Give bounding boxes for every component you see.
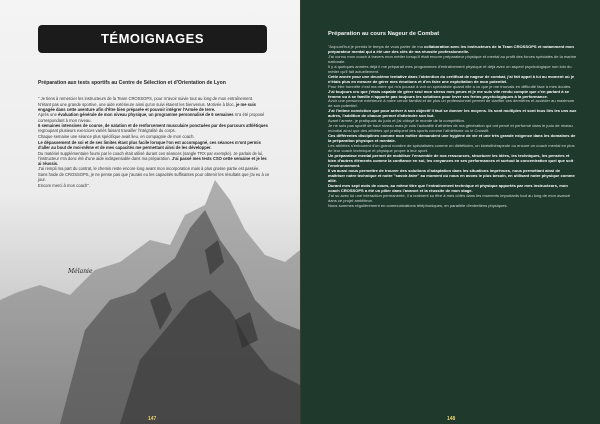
testimonials-banner xyxy=(38,25,267,53)
paragraph-text: Après une xyxy=(38,112,59,118)
paragraph xyxy=(38,151,270,166)
paragraph-text: m'a été proposé correspondant à mon niveau. xyxy=(38,112,265,123)
paragraph-emphasis: collaboration avec les instructeurs de la Team CROSSOPS et notamment mon préparateur mental qui a été une des clés de ma réussite professionnelle. xyxy=(328,44,574,54)
paragraph-emphasis: Un préparateur mental permet de mobiliser l'ensemble de nos ressources, structurer les idées, les techniques, les pensées et bien d'autres éléments comme la confiance en soi, les croyances en ses performances et surtout la concentration quel que soit l'environnement. xyxy=(328,152,574,168)
paragraph-text: N'étant pas une grande sportive, une aide extérieure ainsi qu'un suivi étaient les bienvenus. Motivée à bloc, xyxy=(38,101,236,107)
signature: Mélanie xyxy=(68,268,93,275)
paragraph xyxy=(38,134,270,139)
paragraph xyxy=(38,96,270,101)
paragraph-text: " Je tiens à remercier les instructeurs de la Team CROSSOPS, pour m'avoir suivie tout au long de mon entraînement. xyxy=(38,96,254,101)
paragraph-text: J'ai connu mon coach à travers mon métier lorsqu'il était encore préparateur physique et mental au profit des forces spéciales de la marine nationale. xyxy=(328,53,577,64)
paragraph-emphasis: Le dépassement de soi et de ses limites étant plus facile lorsque l'on est accompagné, ces séances m'ont permis d'aller au bout de moi-même et de mes capacités me permettant ainsi de les développer. xyxy=(38,139,261,150)
paragraph-emphasis: Durant mes sept mois de cours, au même titre que l'entraînement technique et physique apportés par mes instructeurs, mon coach CROSSOPS a été un pilier dans l'avancé et la réussite de mon stage. xyxy=(328,182,568,193)
paragraph-text: Nous sommes régulièrement en communications téléphoniques, en parallèle d'entretiens physiques. xyxy=(328,202,508,208)
paragraph xyxy=(38,166,270,171)
paragraph-text: Pour être honnête c'est ma mère qui m'a poussé à voir un spécialiste quand elle a vu que je me trouvais en difficulté face à mes doutes. xyxy=(328,83,572,89)
paragraph-emphasis: Cette année pour une deuxième tentative dans l'obtention du certificat de nageur de combat, j'ai fait appel à lui au moment où je n'étais plus en mesure de gérer mes émotions et d'en faire une exploitation de mon potentiel. xyxy=(328,73,575,84)
paragraph-emphasis: je me suis engagée dans cette aventure afin d'être bien préparée et pouvoir intégrer l'Armée de terre. xyxy=(38,101,256,112)
paragraph-text: "Aujourd'hui je prends le temps de vous parler de ma xyxy=(328,44,425,49)
paragraph xyxy=(38,112,270,122)
paragraph-text: J'ai su avec lui une interaction permanente, il a vraiment su être à mes côtés dans les moments importants tout au long de mon avancé dans ce projet ambitieux. xyxy=(328,192,571,203)
paragraph-text: Les athlètes s'entourent d'un grand nombre de spécialistes comme un diététicien, un kinésithérapeute ou encore un coach mental en plus de leur coach technique et physique propre à leur sport. xyxy=(328,143,575,154)
paragraph-text: Je ne suis pas sportif de haut niveau mais je vois l'actualité d'athlètes de ma génération qui ont percé et performé dans le judo de niveau mondial ainsi que des athlètes qui pratiquent des sports comme l'athlétisme ou le Crossfit. xyxy=(328,123,573,134)
paragraph xyxy=(38,123,270,133)
paragraph-emphasis: J'ai l'intime conviction que pour arriver à son objectif il faut se donner les moyens. Ils sont multiples et sont tous liés les uns aux autres, l'addition de chacun permet d'atteindre son but. xyxy=(328,108,577,119)
paragraph xyxy=(38,102,270,112)
paragraph-text: regroupant plusieurs exercices variés faisant travailler l'intégralité du corps. xyxy=(38,128,176,134)
paragraph-text: Du matériel supplémentaire fourni par le coach était utilisé durant ces séances (sangle TRX par exemple). Je parlais de lui, l'instructeur m'a donc été d'une aide indispensable dans ma préparation. xyxy=(38,150,264,161)
paragraph-text: Encore merci à mon coach". xyxy=(38,182,90,188)
paragraph-emphasis: Ces différentes disciplines comme mon métier demandent une hygiène de vie et une très grande exigence dans les domaines de la préparation physique et mentale. xyxy=(328,133,576,144)
paragraph-emphasis: J'ai toujours cru que j'étais capable de gérer seul mon stress mes peurs et je me suis vite rendu compte que c'en parlant à se femme ou à se famille n'apporte pas toujours les solutions pour lever ses freins psychologiques à la performance. xyxy=(328,88,570,99)
paragraph-emphasis: 6 semaines intensives de course, de natation et de renforcement musculaire ponctuées par des parcours athlétiques xyxy=(38,123,268,129)
right-page-number: 148 xyxy=(447,416,456,422)
paragraph xyxy=(38,183,270,188)
left-heading: Préparation aux tests sportifs au Centre de Sélection et d'Orientation de Lyon xyxy=(38,80,226,86)
paragraph xyxy=(328,169,578,184)
left-page-number: 147 xyxy=(148,416,157,422)
right-testimonial-text xyxy=(328,45,578,208)
right-heading: Préparation au cours Nageur de Combat xyxy=(328,31,440,37)
paragraph xyxy=(328,204,578,209)
paragraph xyxy=(328,154,578,169)
paragraph-text: Sans l'aide de CROSSOPS, je ne pense pas que j'aurais eu les capacités suffisantes pour obtenir les résultats que j'ai eu à ce jour. xyxy=(38,172,270,183)
paragraph-emphasis: J'ai passé mes tests CSO cette semaine et je les ai réussis. xyxy=(38,155,267,166)
paragraph-text: Il y a quelques années déjà il me préparait mes programmes d'entraînement physique et déjà avec un aspect psychologique non loin du métier qu'il fait actuellement. xyxy=(328,63,572,74)
paragraph xyxy=(38,172,270,182)
paragraph-text: Chaque semaine une séance plus spécifique avait lieu, en compagnie de mon coach. xyxy=(38,134,195,140)
paragraph-text: Avoir une personne extérieure à notre cercle familial et de plus un professionnel permet de clarifier ces dernières et accéder au maximum de son potentiel. xyxy=(328,98,575,109)
paragraph-text: Avant l'armée, je pratiquais du judo et j'ai côtoyé le monde de la compétition. xyxy=(328,118,466,124)
paragraph xyxy=(38,140,270,150)
banner-title: TÉMOIGNAGES xyxy=(100,31,204,46)
left-testimonial-text xyxy=(38,96,270,189)
paragraph-text: J'ai rempli ma part du contrat, le chemin reste encore long avant mon incorporation mais à plus grosse partie est passée. xyxy=(38,166,260,172)
paragraph-emphasis: Il va aussi nous permettre de trouver des solutions d'adaptation dans les situations imprévues, nous permettant ainsi de maîtriser notre technique et notre "savoir-faire" au moment où nous en avons le plus besoin, en utilisant notre physique comme allié. xyxy=(328,167,575,183)
paragraph-emphasis: évaluation générale de mon niveau physique, un programme personnalisé de 6 semaines xyxy=(58,112,234,118)
